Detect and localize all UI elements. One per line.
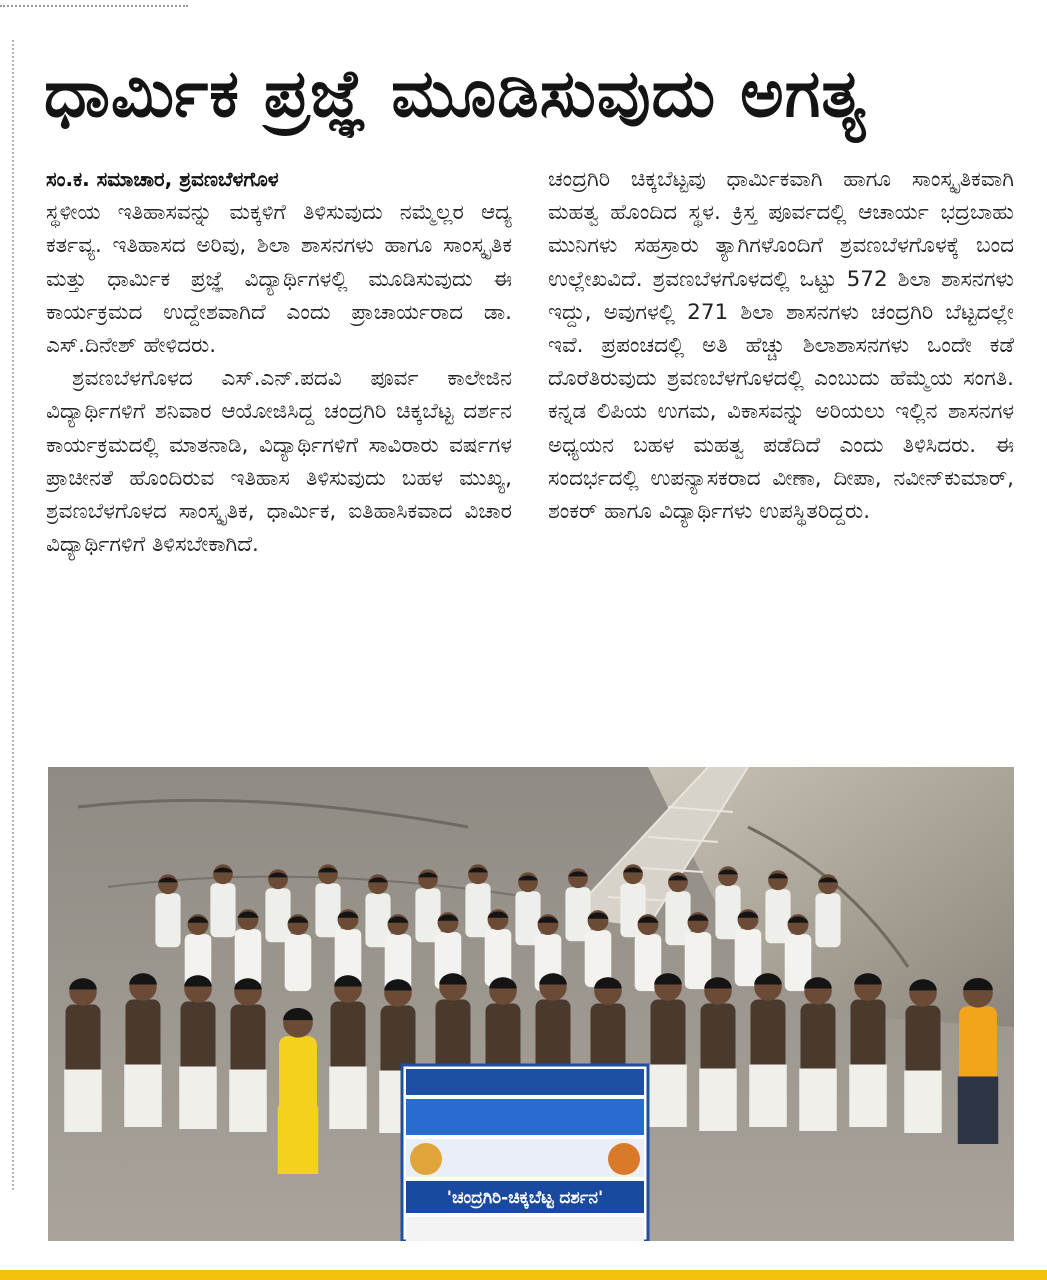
accent-bar <box>0 1270 1047 1280</box>
article-paragraph: ಶ್ರವಣಬೆಳಗೊಳದ ಎಸ್.ಎನ್.ಪದವಿ ಪೂರ್ವ ಕಾಲೇಜಿನ ವಿದ್ಯಾರ್ಥಿಗಳಿಗೆ ಶನಿವಾರ ಆಯೋಜಿಸಿದ್ದ ಚಂದ್ರಗಿರಿ ಚಿಕ್ಕಬೆಟ್ಟ ದರ್ಶನ ಕಾರ್ಯಕ್ರಮದಲ್ಲಿ ಮಾತನಾಡಿ, ವಿದ್ಯಾರ್ಥಿಗಳಿಗೆ ಸಾವಿರಾರು ವರ್ಷಗಳ ಪ್ರಾಚೀನತೆ ಹೊಂದಿರುವ ಇತಿಹಾಸ ತಿಳಿಸುವುದು ಬಹಳ ಮುಖ್ಯ, ಶ್ರವಣಬೆಳಗೊಳದ ಸಾಂಸ್ಕೃತಿಕ, ಧಾರ್ಮಿಕ, ಐತಿಹಾಸಿಕವಾದ ವಿಚಾರ ವಿದ್ಯಾರ್ಥಿಗಳಿಗೆ ತಿಳಿಸಬೇಕಾಗಿದೆ. <box>46 366 512 558</box>
student-figure <box>335 909 362 986</box>
student-figure <box>715 866 740 939</box>
headline: ಧಾರ್ಮಿಕ ಪ್ರಜ್ಞೆ ಮೂಡಿಸುವುದು ಅಗತ್ಯ <box>44 55 867 132</box>
group-photo <box>48 767 1014 1241</box>
student-figure <box>735 909 762 986</box>
dateline: ಸಂ.ಕ. ಸಮಾಚಾರ, ಶ್ರವಣಬೆಳಗೊಳ <box>46 167 279 191</box>
student-figure <box>515 872 540 945</box>
student-figure <box>235 909 262 986</box>
student-figure <box>415 869 440 942</box>
article-paragraph: ಸ್ಥಳೀಯ ಇತಿಹಾಸವನ್ನು ಮಕ್ಕಳಿಗೆ ತಿಳಿಸುವುದು ನಮ್ಮೆಲ್ಲರ ಆದ್ಯ ಕರ್ತವ್ಯ. ಇತಿಹಾಸದ ಅರಿವು, ಶಿಲಾ ಶಾಸನಗಳು ಹಾಗೂ ಸಾಂಸ್ಕೃತಿಕ ಮತ್ತು ಧಾರ್ಮಿಕ ಪ್ರಜ್ಞೆ ವಿದ್ಯಾರ್ಥಿಗಳಲ್ಲಿ ಮೂಡಿಸುವುದು ಈ ಕಾರ್ಯಕ್ರಮದ ಉದ್ದೇಶವಾಗಿದೆ ಎಂದು ಪ್ರಾಚಾರ್ಯರಾದ ಡಾ. ಎಸ್.ದಿನೇಶ್ ಹೇಳಿದರು. <box>46 200 512 359</box>
student-figure <box>155 874 180 947</box>
student-figure <box>265 869 290 942</box>
left-column-rule <box>12 40 14 1190</box>
student-figure <box>585 910 612 987</box>
student-figure <box>285 914 312 991</box>
article-paragraph: ಚಂದ್ರಗಿರಿ ಚಿಕ್ಕಬೆಟ್ಟವು ಧಾರ್ಮಿಕವಾಗಿ ಹಾಗೂ ಸಾಂಸ್ಕೃತಿಕವಾಗಿ ಮಹತ್ವ ಹೊಂದಿದ ಸ್ಥಳ. ಕ್ರಿಸ್ತ ಪೂರ್ವದಲ್ಲಿ ಆಚಾರ್ಯ ಭದ್ರಬಾಹು ಮುನಿಗಳು ಸಹಸ್ರಾರು ತ್ಯಾಗಿಗಳೊಂದಿಗೆ ಶ್ರವಣಬೆಳಗೊಳಕ್ಕೆ ಬಂದ ಉಲ್ಲೇಖವಿದೆ. ಶ್ರವಣಬೆಳಗೊಳದಲ್ಲಿ ಒಟ್ಟು 572 ಶಿಲಾ ಶಾಸನಗಳು ಇದ್ದು, ಅವುಗಳಲ್ಲಿ 271 ಶಿಲಾ ಶಾಸನಗಳು ಚಂದ್ರಗಿರಿ ಬೆಟ್ಟದಲ್ಲೇ ಇವೆ. ಪ್ರಪಂಚದಲ್ಲಿ ಅತಿ ಹೆಚ್ಚು ಶಿಲಾಶಾಸನಗಳು ಒಂದೇ ಕಡೆ ದೊರೆತಿರುವುದು ಶ್ರವಣಬೆಳಗೊಳದಲ್ಲಿ ಎಂಬುದು ಹೆಮ್ಮೆಯ ಸಂಗತಿ. ಕನ್ನಡ ಲಿಪಿಯ ಉಗಮ, ವಿಕಾಸವನ್ನು ಅರಿಯಲು ಇಲ್ಲಿನ ಶಾಸನಗಳ ಅಧ್ಯಯನ ಬಹಳ ಮಹತ್ವ ಪಡೆದಿದೆ ಎಂದು ತಿಳಿಸಿದರು. ಈ ಸಂದರ್ಭದಲ್ಲಿ ಉಪನ್ಯಾಸಕರಾದ ವೀಣಾ, ದೀಪಾ, ನವೀನ್‌ಕುಮಾರ್, ಶಂಕರ್ ಹಾಗೂ ವಿದ್ಯಾರ್ಥಿಗಳು ಉಪಸ್ಥಿತರಿದ್ದರು. <box>548 167 1014 525</box>
student-figure <box>565 868 590 941</box>
student-figure <box>485 909 512 986</box>
top-dotted-rule <box>0 0 188 7</box>
student-figure <box>685 912 712 989</box>
student-figure <box>465 864 490 937</box>
student-figure <box>315 864 340 937</box>
group-photo-illustration <box>48 767 1014 1241</box>
article-column-right <box>548 163 1014 753</box>
student-figure <box>815 874 840 947</box>
student-figure <box>210 864 235 937</box>
student-figure <box>785 914 812 991</box>
banner-caption: 'ಚಂದ್ರಗಿರಿ-ಚಿಕ್ಕಬೆಟ್ಟ ದರ್ಶನ' <box>446 1188 604 1208</box>
article-column-left <box>46 163 512 753</box>
student-figure <box>765 870 790 943</box>
event-banner <box>402 1065 648 1241</box>
